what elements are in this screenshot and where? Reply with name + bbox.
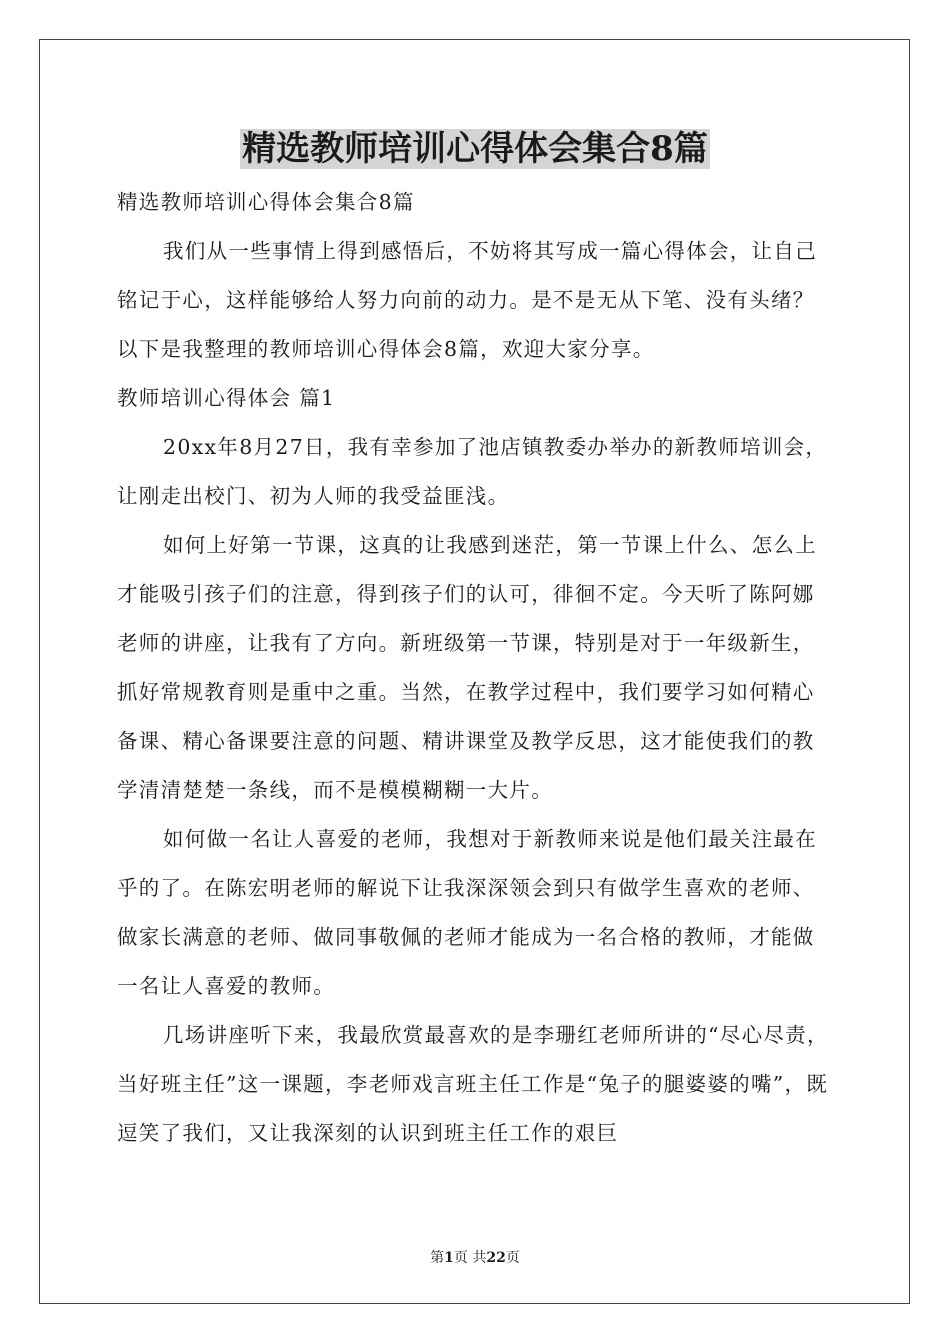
intro-paragraph: 我们从一些事情上得到感悟后，不妨将其写成一篇心得体会，让自己铭记于心，这样能够给人努力向前的动力。是不是无从下笔、没有头绪？以下是我整理的教师培训心得体会8篇，欢迎大家分享。 <box>117 239 817 361</box>
document-body <box>117 178 833 1158</box>
document-title-text: 精选教师培训心得体会集合8篇 <box>242 129 708 169</box>
page-total: 22 <box>486 1250 506 1266</box>
page-footer <box>0 1248 950 1268</box>
page-current: 1 <box>444 1250 454 1266</box>
page-mid: 页 共 <box>453 1250 487 1266</box>
page-prefix: 第 <box>430 1250 445 1266</box>
page-suffix: 页 <box>505 1250 520 1266</box>
body-paragraph-4: 几场讲座听下来，我最欣赏最喜欢的是李珊红老师所讲的“尽心尽责，当好班主任”这一课题，李老师戏言班主任工作是“兔子的腿婆婆的嘴”，既逗笑了我们，又让我深刻的认识到班主任工作的艰巨 <box>117 1023 829 1145</box>
body-paragraph-2: 如何上好第一节课，这真的让我感到迷茫，第一节课上什么、怎么上才能吸引孩子们的注意，得到孩子们的认可，徘徊不定。今天听了陈阿娜老师的讲座，让我有了方向。新班级第一节课，特别是对于一年级新生，抓好常规教育则是重中之重。当然，在教学过程中，我们要学习如何精心备课、精心备课要注意的问题、精讲课堂及教学反思，这才能使我们的教学清清楚楚一条线，而不是模模糊糊一大片。 <box>117 533 817 802</box>
body-paragraph-1: 20xx年8月27日，我有幸参加了池店镇教委办举办的新教师培训会，让刚走出校门、初为人师的我受益匪浅。 <box>117 435 828 508</box>
section-heading: 教师培训心得体会 篇1 <box>117 386 336 410</box>
document-subtitle: 精选教师培训心得体会集合8篇 <box>117 190 415 214</box>
body-paragraph-3: 如何做一名让人喜爱的老师，我想对于新教师来说是他们最关注最在乎的了。在陈宏明老师的解说下让我深深领会到只有做学生喜欢的老师、做家长满意的老师、做同事敬佩的老师才能成为一名合格的教师，才能做一名让人喜爱的教师。 <box>117 827 817 998</box>
document-title <box>0 125 950 173</box>
